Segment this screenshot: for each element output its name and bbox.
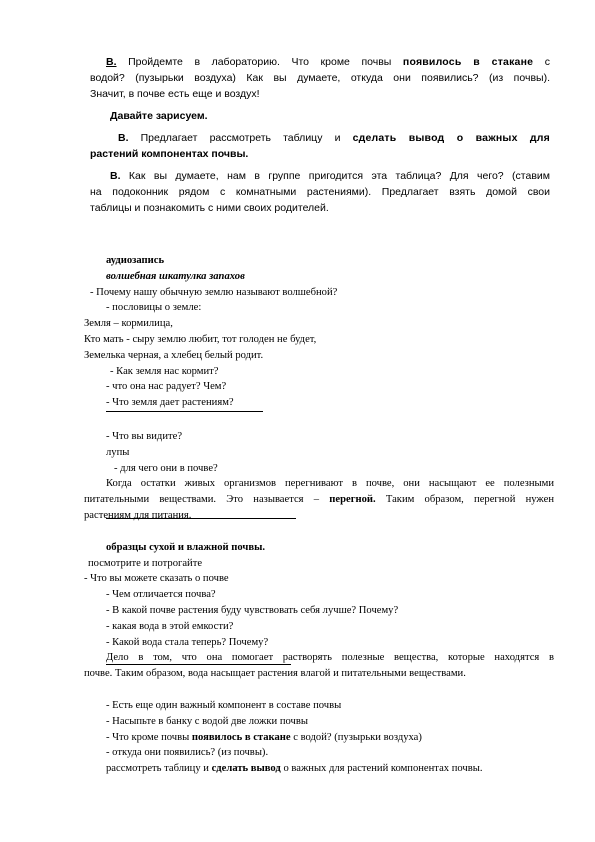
proverb-line: Кто мать - сыру землю любит, тот голоден не будет,: [84, 333, 317, 345]
proverb-line: Земелька черная, а хлебец белый родит.: [84, 349, 264, 361]
paragraph-humus-line-1: Когда остатки живых организмов перегнивают в почве, они насыщают ее полезными: [106, 478, 554, 490]
question-line: - Как земля нас кормит?: [110, 365, 219, 377]
question-line: - какая вода в этой емкости?: [106, 620, 234, 632]
question-line: - откуда они появились? (из почвы).: [106, 747, 269, 759]
paragraph-table-line-2: растений компонентах почвы.: [90, 148, 249, 160]
paragraph-humus-line-2: питательными веществами. Это называется – перегной. Таким образом, перегной нужен: [84, 494, 554, 506]
conclusion-line: рассмотреть таблицу и сделать вывод о важных для растений компонентах почвы.: [106, 763, 483, 775]
lower-section: [84, 253, 554, 777]
question-line: - Чем отличается почва?: [106, 589, 216, 601]
heading-box: волшебная шкатулка запахов: [106, 270, 245, 282]
heading-soil-samples: образцы сухой и влажной почвы.: [106, 541, 266, 553]
instruction-line: посмотрите и потрогайте: [88, 557, 203, 569]
emphasis-text: появилось в стакане: [191, 731, 291, 743]
question-line: - Что земля дает растениям?: [106, 397, 234, 409]
question-line: - Насыпьте в банку с водой две ложки почвы: [106, 715, 308, 727]
question-line: - для чего они в почве?: [114, 462, 218, 474]
question-line: - что она нас радует? Чем?: [106, 381, 227, 393]
upper-section: [90, 54, 550, 216]
emphasis-text: перегной.: [329, 494, 376, 506]
divider-line: [106, 411, 263, 412]
proverb-line: Земля – кормилица,: [84, 318, 173, 330]
heading-audio: аудиозапись: [106, 255, 165, 266]
speaker-label: В.: [110, 170, 121, 182]
material-line: лупы: [106, 446, 130, 458]
emphasis-text: сделать вывод о важных для: [352, 132, 550, 144]
paragraph-draw: Давайте зарисуем.: [110, 110, 208, 122]
paragraph-laboratory-line-1: В. Пройдемте в лабораторию. Что кроме почвы появилось в стакане с: [106, 56, 550, 68]
paragraph-laboratory-line-3: Значит, в почве есть еще и воздух!: [90, 88, 260, 100]
paragraph-humus-line-3: растениям для питания.: [84, 509, 192, 521]
question-line: - пословицы о земле:: [106, 302, 202, 314]
question-line: - Есть еще один важный компонент в составе почвы: [106, 699, 342, 711]
paragraph-water-line-1: Дело в том, что она помогает растворять полезные вещества, которые находятся в: [106, 652, 554, 664]
question-line: - Что вы можете сказать о почве: [84, 573, 229, 585]
paragraph-question-line-1: В. Как вы думаете, нам в группе пригодится эта таблица? Для чего? (ставим: [110, 170, 550, 182]
emphasis-text: сделать вывод: [211, 763, 281, 775]
divider-line: [106, 664, 291, 665]
paragraph-table-line-1: В. Предлагает рассмотреть таблицу и сделать вывод о важных для: [118, 132, 550, 144]
speaker-label: В.: [106, 56, 117, 68]
question-line: - Что кроме почвы появилось в стакане с водой? (пузырьки воздуха): [106, 731, 422, 743]
question-line: - Почему нашу обычную землю называют волшебной?: [90, 286, 338, 298]
paragraph-water-line-2: почве. Таким образом, вода насыщает растения влагой и питательными веществами.: [84, 668, 466, 680]
question-line: - Что вы видите?: [106, 430, 183, 442]
paragraph-question-line-2: на подоконник рядом с комнатными растениями). Предлагает взять домой свои: [90, 186, 550, 198]
divider-line: [106, 518, 296, 519]
paragraph-question-line-3: таблицы и познакомить с ними своих родителей.: [90, 202, 329, 214]
question-line: - В какой почве растения буду чувствовать себя лучше? Почему?: [106, 604, 399, 616]
emphasis-text: появилось в стакане: [402, 56, 534, 68]
question-line: - Какой вода стала теперь? Почему?: [106, 636, 269, 648]
paragraph-laboratory-line-2: водой? (пузырьки воздуха) Как вы думаете, откуда они появились? (из почвы).: [90, 72, 550, 84]
speaker-label: В.: [118, 132, 129, 144]
